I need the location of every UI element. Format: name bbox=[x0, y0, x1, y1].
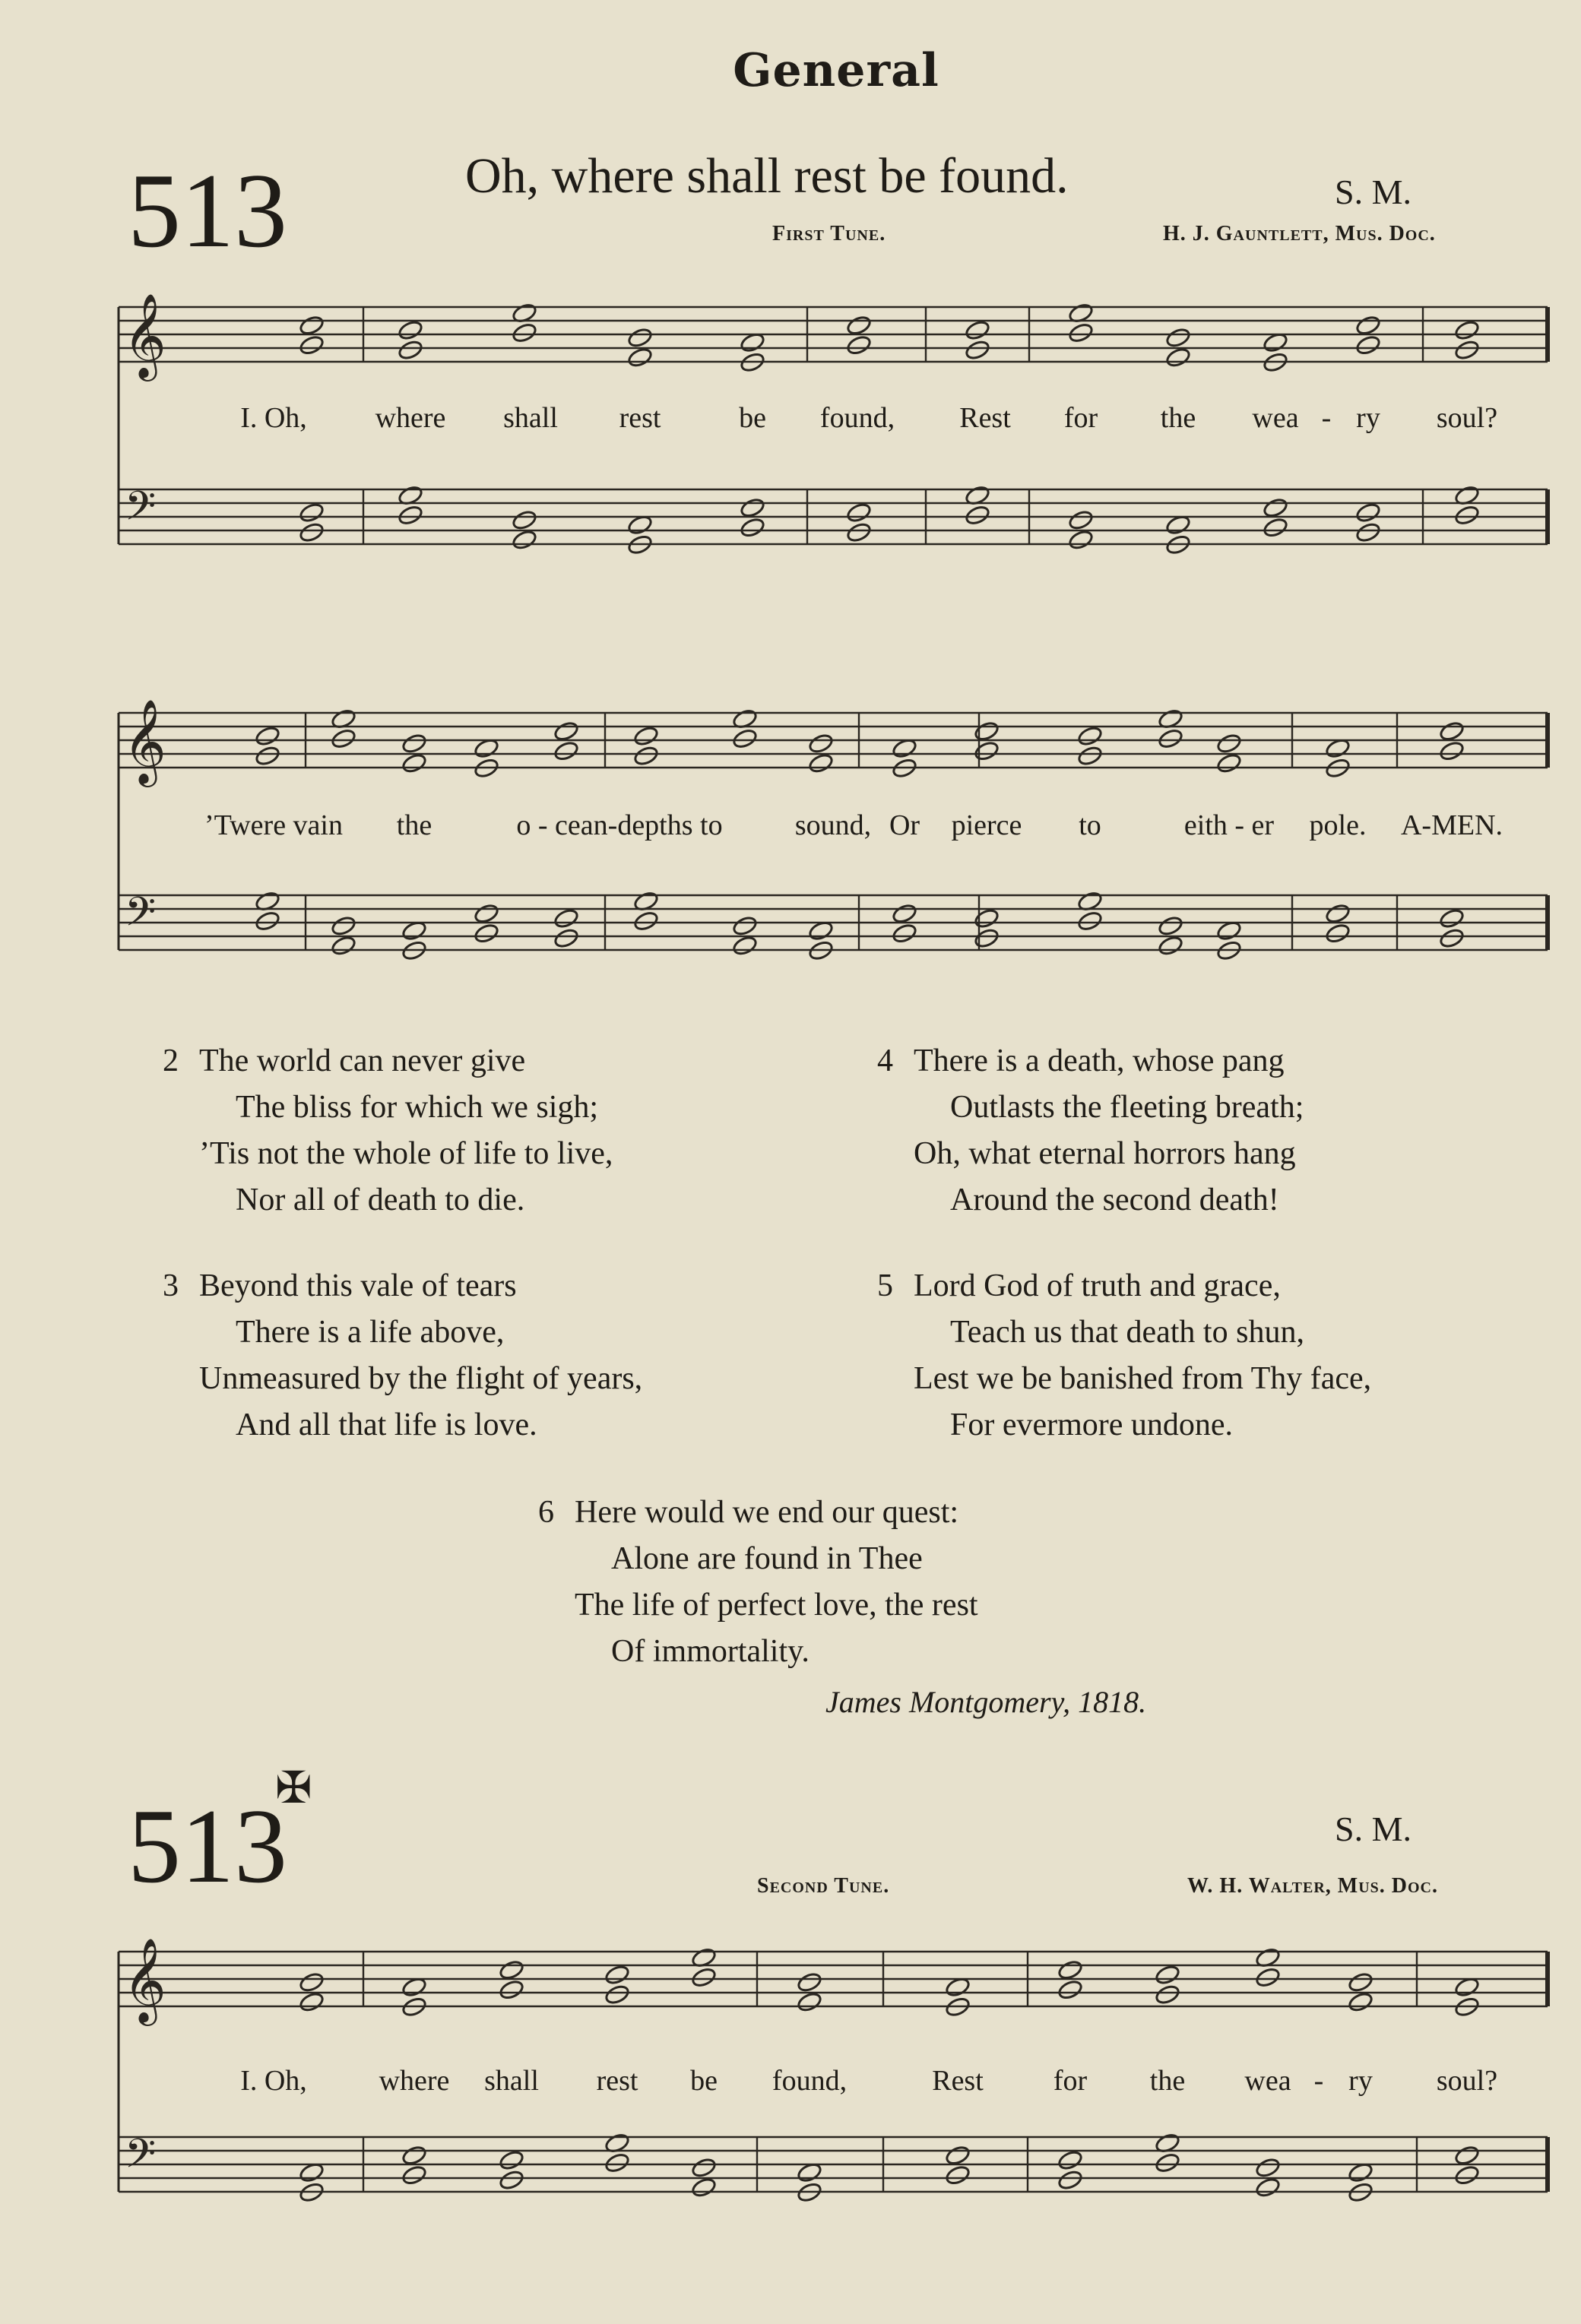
note-head bbox=[1263, 517, 1289, 539]
note-head bbox=[255, 745, 281, 767]
note-head bbox=[512, 529, 538, 551]
note-head bbox=[398, 319, 424, 341]
note-head bbox=[1155, 2152, 1181, 2174]
verse-line: Outlasts the fleeting breath; bbox=[950, 1090, 1304, 1125]
note-head bbox=[1355, 521, 1382, 543]
note-head bbox=[732, 935, 759, 957]
note-head bbox=[401, 2145, 428, 2167]
verse-number: 6 bbox=[538, 1495, 554, 1530]
note-head bbox=[331, 728, 357, 750]
lyric-syllable: pierce bbox=[951, 809, 1022, 841]
note-head bbox=[732, 915, 759, 937]
note-head bbox=[1454, 2145, 1481, 2167]
cross-mark-icon: ✠ bbox=[275, 1762, 312, 1813]
note-head bbox=[1355, 315, 1382, 337]
lyric-syllable: ry bbox=[1348, 2065, 1373, 2097]
note-head bbox=[299, 521, 325, 543]
note-head bbox=[808, 733, 835, 755]
verse-line: The world can never give bbox=[199, 1043, 526, 1078]
verse-line: Of immortality. bbox=[611, 1634, 810, 1669]
note-head bbox=[974, 740, 1000, 762]
note-head bbox=[965, 339, 991, 361]
lyric-syllable: Or bbox=[889, 809, 920, 841]
note-head bbox=[965, 319, 991, 341]
note-head bbox=[1263, 497, 1289, 519]
lyric-syllable: shall bbox=[484, 2065, 539, 2097]
note-head bbox=[331, 915, 357, 937]
lyric-syllable: soul? bbox=[1436, 402, 1498, 434]
note-head bbox=[627, 327, 654, 349]
note-head bbox=[892, 903, 918, 925]
note-head bbox=[401, 733, 428, 755]
note-head bbox=[945, 2164, 971, 2186]
note-head bbox=[1454, 339, 1481, 361]
verse-line: Teach us that death to shun, bbox=[950, 1315, 1304, 1350]
note-head bbox=[1057, 1979, 1084, 2001]
note-head bbox=[255, 910, 281, 932]
note-head bbox=[1216, 752, 1243, 774]
lyric-syllable: wea bbox=[1244, 2065, 1291, 2097]
lyric-syllable: wea bbox=[1252, 402, 1299, 434]
lyric-syllable: ’Twere vain bbox=[204, 809, 343, 841]
note-head bbox=[1165, 327, 1192, 349]
lyric-syllable: pole. bbox=[1309, 809, 1367, 841]
lyric-syllable: soul? bbox=[1436, 2065, 1498, 2097]
lyric-syllable: ry bbox=[1356, 402, 1380, 434]
note-head bbox=[1439, 740, 1465, 762]
note-head bbox=[553, 740, 580, 762]
lyric-syllable: found, bbox=[771, 2065, 848, 2097]
note-head bbox=[1454, 319, 1481, 341]
note-head bbox=[299, 502, 325, 524]
treble-clef-icon: 𝄞 bbox=[123, 1937, 166, 2022]
note-head bbox=[1439, 720, 1465, 742]
note-head bbox=[604, 1964, 631, 1986]
hymn-meter: S. M. bbox=[1335, 173, 1411, 211]
note-head bbox=[553, 927, 580, 949]
note-head bbox=[299, 315, 325, 337]
note-head bbox=[499, 2149, 525, 2171]
note-head bbox=[499, 2169, 525, 2191]
note-head bbox=[499, 1979, 525, 2001]
treble-clef-icon: 𝄞 bbox=[123, 698, 166, 784]
note-head bbox=[1068, 322, 1095, 344]
lyric-syllable: eith - er bbox=[1183, 809, 1275, 841]
note-head bbox=[1077, 910, 1104, 932]
bass-clef-icon: 𝄢 bbox=[125, 889, 157, 945]
note-head bbox=[797, 1971, 823, 1993]
lyric-syllable: where bbox=[379, 2065, 450, 2097]
note-head bbox=[604, 2152, 631, 2174]
note-head bbox=[553, 907, 580, 929]
lyric-syllable: for bbox=[1053, 2065, 1088, 2097]
lyric-syllable: found, bbox=[819, 402, 895, 434]
note-head bbox=[1439, 927, 1465, 949]
note-head bbox=[1255, 2177, 1282, 2199]
lyric-syllable: the bbox=[396, 809, 432, 841]
note-head bbox=[732, 728, 759, 750]
note-head bbox=[1057, 1959, 1084, 1981]
verse-line: And all that life is love. bbox=[236, 1407, 537, 1442]
hymn-number-second: 513 bbox=[128, 1787, 287, 1905]
note-head bbox=[1348, 1991, 1374, 2013]
verse-line: There is a life above, bbox=[236, 1315, 505, 1350]
lyric-syllable: for bbox=[1063, 402, 1098, 434]
note-head bbox=[401, 2164, 428, 2186]
note-head bbox=[633, 910, 660, 932]
verse-2 bbox=[163, 1038, 613, 1224]
note-head bbox=[1165, 347, 1192, 369]
note-head bbox=[965, 505, 991, 527]
note-head bbox=[474, 903, 500, 925]
verse-number: 2 bbox=[163, 1043, 179, 1078]
lyric-syllable: Rest bbox=[932, 2065, 984, 2097]
note-head bbox=[974, 927, 1000, 949]
note-head bbox=[945, 2145, 971, 2167]
note-head bbox=[691, 2157, 718, 2179]
verse-number: 4 bbox=[877, 1043, 893, 1078]
note-head bbox=[331, 935, 357, 957]
verse-line: There is a death, whose pang bbox=[914, 1043, 1285, 1078]
note-head bbox=[1355, 334, 1382, 356]
verse-number: 5 bbox=[877, 1268, 893, 1303]
lyric-syllable: o - cean-depths to bbox=[516, 809, 723, 841]
composer-second: W. H. Walter, Mus. Doc. bbox=[1187, 1874, 1438, 1898]
note-head bbox=[512, 322, 538, 344]
note-head bbox=[1057, 2149, 1084, 2171]
note-head bbox=[1325, 923, 1351, 945]
note-head bbox=[512, 509, 538, 531]
verse-6 bbox=[538, 1490, 978, 1675]
hymn-number: 513 bbox=[128, 152, 287, 270]
note-head bbox=[633, 725, 660, 747]
note-head bbox=[1068, 509, 1095, 531]
lyric-syllable: be bbox=[690, 2065, 718, 2097]
tune-label-second: Second Tune. bbox=[757, 1874, 890, 1898]
note-head bbox=[398, 505, 424, 527]
note-head bbox=[1158, 915, 1184, 937]
lyric-syllable: I. Oh, bbox=[240, 402, 307, 434]
verse-line: Lord God of truth and grace, bbox=[914, 1268, 1281, 1303]
note-head bbox=[974, 907, 1000, 929]
note-head bbox=[1325, 903, 1351, 925]
note-head bbox=[633, 745, 660, 767]
note-head bbox=[691, 2177, 718, 2199]
note-head bbox=[255, 725, 281, 747]
note-head bbox=[808, 752, 835, 774]
lyric-syllable: shall bbox=[503, 402, 558, 434]
note-head bbox=[1077, 745, 1104, 767]
lyric-syllable: I. Oh, bbox=[240, 2065, 307, 2097]
note-head bbox=[846, 502, 873, 524]
tune-label: First Tune. bbox=[772, 222, 886, 245]
note-head bbox=[797, 1991, 823, 2013]
hymn-title: Oh, where shall rest be found. bbox=[465, 148, 1069, 204]
note-head bbox=[299, 1991, 325, 2013]
note-head bbox=[1454, 2164, 1481, 2186]
note-head bbox=[846, 315, 873, 337]
lyric-syllable: rest bbox=[596, 2065, 638, 2097]
lyric-syllable: the bbox=[1149, 2065, 1186, 2097]
lyric-syllable: rest bbox=[619, 402, 661, 434]
note-head bbox=[1216, 733, 1243, 755]
note-head bbox=[1255, 2157, 1282, 2179]
note-head bbox=[691, 1967, 718, 1989]
bass-clef-icon: 𝄢 bbox=[125, 2131, 157, 2187]
lyric-syllable: sound, bbox=[794, 809, 872, 841]
verse-number: 3 bbox=[163, 1268, 179, 1303]
note-head bbox=[474, 923, 500, 945]
verse-line: Nor all of death to die. bbox=[236, 1183, 525, 1217]
verse-line: Alone are found in Thee bbox=[611, 1541, 923, 1576]
verse-line: Here would we end our quest: bbox=[575, 1495, 959, 1530]
lyric-syllable: be bbox=[739, 402, 766, 434]
hymn-author: James Montgomery, 1818. bbox=[825, 1685, 1147, 1719]
note-head bbox=[401, 752, 428, 774]
composer: H. J. Gauntlett, Mus. Doc. bbox=[1163, 222, 1436, 245]
note-head bbox=[299, 1971, 325, 1993]
note-head bbox=[740, 497, 766, 519]
note-head bbox=[627, 347, 654, 369]
verse-line: Oh, what eternal horrors hang bbox=[914, 1136, 1296, 1171]
note-head bbox=[1155, 1984, 1181, 2006]
verse-line: Beyond this vale of tears bbox=[199, 1268, 517, 1303]
note-head bbox=[1158, 728, 1184, 750]
note-head bbox=[604, 1984, 631, 2006]
verse-line: The bliss for which we sigh; bbox=[236, 1090, 599, 1125]
note-head bbox=[499, 1959, 525, 1981]
verse-5 bbox=[877, 1263, 1372, 1449]
lyric-syllable: - bbox=[1313, 2065, 1324, 2097]
bass-clef-icon: 𝄢 bbox=[125, 483, 157, 540]
note-head bbox=[1057, 2169, 1084, 2191]
verse-line: Around the second death! bbox=[950, 1183, 1279, 1217]
note-head bbox=[846, 334, 873, 356]
note-head bbox=[1077, 725, 1104, 747]
section-title: General bbox=[733, 44, 939, 97]
note-head bbox=[1068, 529, 1095, 551]
note-head bbox=[299, 334, 325, 356]
note-head bbox=[553, 720, 580, 742]
note-head bbox=[1255, 1967, 1282, 1989]
verse-line: The life of perfect love, the rest bbox=[575, 1588, 978, 1623]
verse-line: Unmeasured by the flight of years, bbox=[199, 1361, 643, 1396]
lyric-syllable: - bbox=[1321, 402, 1332, 434]
note-head bbox=[1439, 907, 1465, 929]
note-head bbox=[740, 517, 766, 539]
lyric-syllable: the bbox=[1160, 402, 1196, 434]
lyric-syllable: where bbox=[375, 402, 446, 434]
note-head bbox=[1158, 935, 1184, 957]
note-head bbox=[892, 923, 918, 945]
note-head bbox=[398, 339, 424, 361]
treble-clef-icon: 𝄞 bbox=[123, 293, 166, 378]
lyric-syllable: to bbox=[1079, 809, 1101, 841]
note-head bbox=[1155, 1964, 1181, 1986]
lyric-syllable: Rest bbox=[959, 402, 1011, 434]
verse-line: Lest we be banished from Thy face, bbox=[914, 1361, 1372, 1396]
verse-4 bbox=[877, 1038, 1304, 1224]
note-head bbox=[974, 720, 1000, 742]
hymn-meter-second: S. M. bbox=[1335, 1809, 1411, 1848]
note-head bbox=[846, 521, 873, 543]
note-head bbox=[1355, 502, 1382, 524]
verse-3 bbox=[163, 1263, 643, 1449]
note-head bbox=[1348, 1971, 1374, 1993]
verse-line: ’Tis not the whole of life to live, bbox=[199, 1136, 613, 1171]
note-head bbox=[1454, 505, 1481, 527]
lyric-syllable: A-MEN. bbox=[1400, 809, 1503, 841]
verse-line: For evermore undone. bbox=[950, 1407, 1234, 1442]
